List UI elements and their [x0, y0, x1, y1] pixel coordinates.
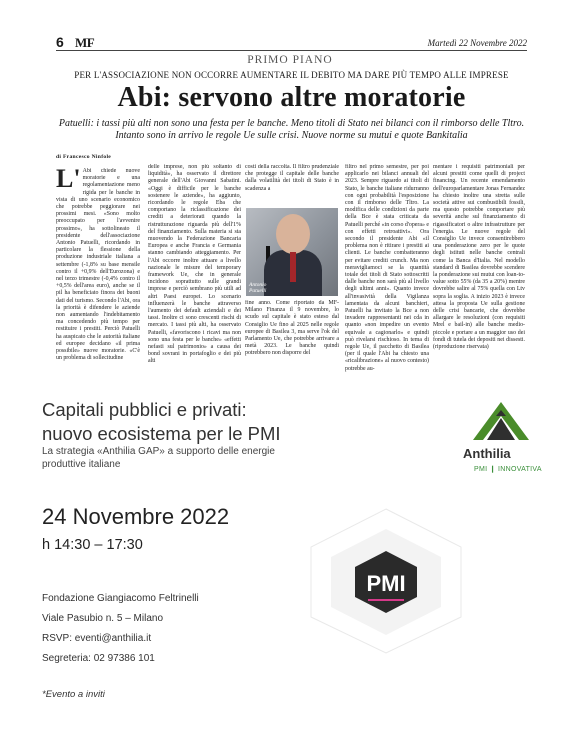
drop-cap: L' [56, 168, 81, 193]
photo-caption [249, 282, 266, 294]
ad-invite-note: *Evento a inviti [42, 689, 105, 700]
face-shape [276, 214, 310, 254]
ad-subtitle-line-2: produttive italiane [42, 458, 121, 470]
article-column-3-bottom: fine anno. Come riportato da MF-Milano Finanza il 9 novembre, lo scudo sul capitale è stato esteso dal Consiglio Ue fino al 2025 nelle regole europee di Basilea 3, ma serve l'ok del Parlamento Ue, che potrebbe arrivare a metà 2023. Le banche quindi potrebbero non disporre del [245, 300, 339, 357]
ad-title-line-1: Capitali pubblici e privati: [42, 399, 247, 420]
ad-secretariat: Segreteria: 02 97386 101 [42, 653, 155, 664]
section-title: PRIMO PIANO [247, 54, 333, 66]
column-1-text: Abi chiede nuove moratorie e una regolamentazione meno rigida per le banche in vista di uno scenario economico che potrebbe peggiorare nei prossimi mesi. «Sono molto preoccupato per l'avvenire prossimo», ha sottolineato il presidente dell'associazione Antonio Patuelli, ricordando in particolare la flessione della produzione industriale italiana a settembre (-1,8% su base mensile contro il +0,9% dell'Eurozona) e nel terzo trimestre (-0,4% contro il +0,5% dell'area euro), anche se il pil ha beneficiato finora dei buoni dati del turismo. Secondo l'Abi, ora la priorità è difendere le aziende non aumentando l'indebitamento ma concedendo più tempo per restituire i prestiti. Perciò Patuelli ha auspicato che le autorità italiane ed europee decidano «il prima possibile» nuove moratorie. «C'è un problema di sollecitudine [56, 168, 140, 362]
header-rule [56, 50, 527, 51]
ad-title [42, 398, 281, 446]
ad-event-date: 24 Novembre 2022 [42, 504, 230, 529]
article-column-5: mentare i requisiti patrimoniali per alcuni prestiti come quelli di project financing. Un recente emendamento dell'europarlamentare Jonas Fernandez ha chiesto inoltre una stretta sulle società attive sui combustibili fossili, ma questo potrebbe comportare più severità anche sul finanziamento di rigassificatori o altre infrastrutture per l'energia. Le nuove regole del Consiglio Ue invece consentirebbero una ponderazione zero per le quote degli istituti nelle banche centrali come la Banca d'Italia. Nel modello standard di Basilea dovrebbe scendere la ponderazione sui mutui con loan-to-value sotto 55% (da 35 a 20%) mentre dovrebbe salire al 75% quella con Ltv sopra la soglia. A inizio 2023 è invece attesa la proposta Ue sulla gestione delle crisi bancarie, che dovrebbe allargare le resoluzioni (con requisiti Mrel e bail-in) alle banche medio-piccole e portare a un maggior uso dei fondi di tutela dei depositi nei dissesti. (riproduzione riservata) [433, 164, 525, 351]
pmi-badge-text: PMI [366, 571, 406, 596]
article-column-1 [56, 168, 140, 386]
ad-venue-block [42, 589, 199, 669]
ad-subtitle [42, 446, 275, 471]
caption-line-1: Antonio [249, 282, 267, 288]
article-kicker: PER L'ASSOCIAZIONE NON OCCORRE AUMENTARE IL DEBITO MA DARE PIÙ TEMPO ALLE IMPRESE [74, 70, 509, 80]
pmi-badge-icon [303, 505, 469, 655]
masthead-logo: MF [75, 35, 95, 50]
anthilia-logo-tagline: PMI ❙ INNOVATIVA [474, 466, 542, 473]
article-column-3-top: costi della raccolta. Il filtro prudenziale che protegge il capitale delle banche dalla volatilità dei titoli di Stato è in scadenza a [245, 164, 339, 192]
caption-line-2: Patuelli [249, 288, 267, 294]
anthilia-logo-name: Anthilia [463, 446, 511, 461]
ad-subtitle-line-1: La strategia «Anthilia GAP» a supporto delle energie [42, 446, 275, 457]
page-number: 6 [56, 34, 64, 50]
article-byline: di Francesco Ninfole [56, 154, 112, 160]
ad-rsvp: RSVP: eventi@anthilia.it [42, 633, 152, 644]
article-headline: Abi: servono altre moratorie [117, 82, 466, 113]
ad-title-line-2: nuovo ecosistema per le PMI [42, 423, 281, 444]
ad-address: Viale Pasubio n. 5 – Milano [42, 613, 164, 624]
article-column-4: filtro nel primo semestre, per poi applicarlo nei bilanci annuali del 2023. Sempre riguardo ai titoli di Stato, le banche italiane ridurranno con ogni probabilità l'esposizione con il rimborso delle Tltro. La modifica delle condizioni da parte della Bce è stata criticata da Patuelli perché «in corso d'opera» e con effetti retroattivi». Ora secondo il presidente Abi «il problema non è ritirare i prestiti ai clienti. Le banche combatteranno per evitare crediti crunch. Ma non meravigliamoci se la quantità totale dei titoli di Stato sottoscritti dalle banche non sarà più al livello degli ultimi anni». Quanto invece all'invasività della Vigilanza lamentata da alcuni banchieri, Patuelli ha invitato la Bce a non invadere rappresentanti nei cda in quanto «non impedire un evento equivale a cagionarlo» e quindi può rivelarsi rischioso. In tema di regole Ue, il pacchetto di Basilea (per il quale l'Abi ha chiesto una «ricalibrazione» al nuovo contesto) potrebbe au- [345, 164, 429, 372]
article-subhead: Patuelli: i tassi più alti non sono una festa per le banche. Meno titoli di Stato nei bilanci con il rimborso delle Tltro. Intanto sono in arrivo le regole Ue sulle crisi. Nuove norme su mutui e quote Bankitalia [58, 118, 525, 141]
ad-venue: Fondazione Giangiacomo Feltrinelli [42, 593, 199, 604]
tie-shape [290, 252, 296, 282]
article-column-2: delle imprese, non più soltanto di liquidità», ha osservato il direttore generale dell'Abi Giovanni Sabatini. «Oggi è difficile per le banche sostenere le aziende», ha aggiunto, ricordando le regole Eba che comportano la riclassificazione dei crediti a deteriorati quando la ristrutturazione riguarda più dell'1% del finanziamento. Sulla materia si sta muovendo la Federazione Bancaria Europea e anche Francia e Germania stanno cambiando atteggiamento. Per l'Abi occorre inoltre attuare a livello nazionale le misure del temporary framework Ue, che in generale incidono soprattutto sulle grandi imprese e perciò sembrano più utili ad altri Paesi europei. Lo scenario influenzerà le banche attraverso l'aumento dei default aziendali e dei tassi. Inoltre ci sono crescenti rischi di mercato. I tassi più alti, ha osservato Patuelli, «favoriscono i ricavi ma non sono una festa per le banche» «effetti nefasti sul patrimonio» a causa dei bond sovrani in portafoglio e dei più alti [148, 164, 241, 365]
ad-event-time: h 14:30 – 17:30 [42, 537, 143, 553]
issue-date: Martedì 22 Novembre 2022 [427, 38, 527, 48]
